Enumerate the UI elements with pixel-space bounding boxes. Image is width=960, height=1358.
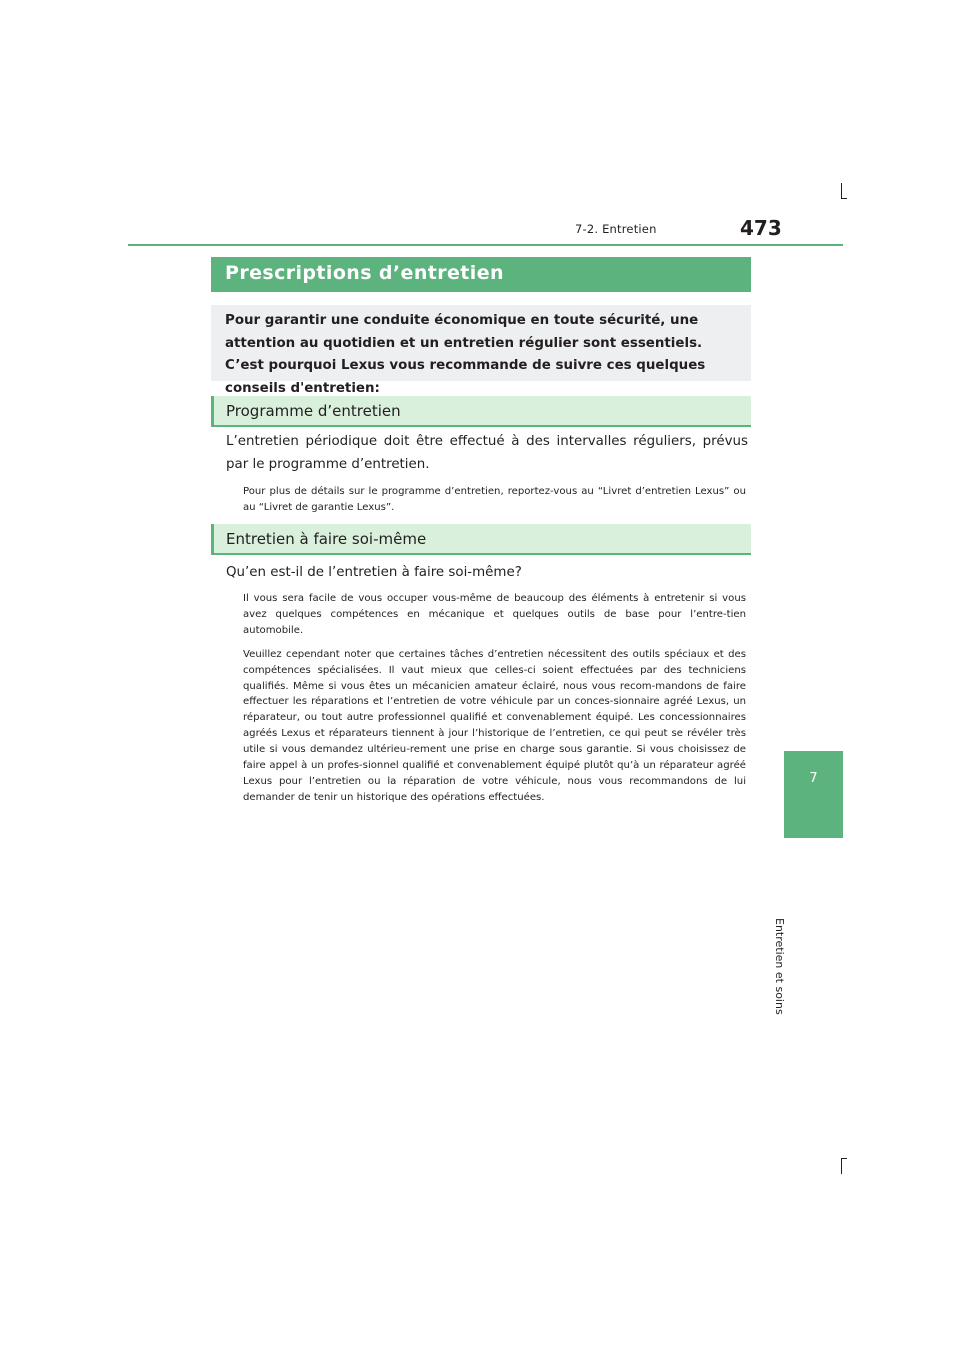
- subheading-programme: Programme d’entretien: [211, 396, 751, 427]
- running-header-section: 7-2. Entretien: [575, 222, 657, 236]
- crop-mark-bottom-foot: [841, 1158, 847, 1159]
- note-paragraph: Pour plus de détails sur le programme d’entretien, reportez-vous au “Livret d’entretien Lexus” ou au “Livret de garantie Lexus”.: [243, 486, 746, 513]
- chapter-number: 7: [809, 771, 818, 786]
- crop-mark-top: [841, 183, 842, 199]
- body-paragraph-programme: L’entretien périodique doit être effectué à des intervalles réguliers, prévus par le programme d’entretien.: [226, 434, 748, 472]
- page-title: Prescriptions d’entretien: [211, 257, 751, 292]
- crop-mark-top-foot: [841, 198, 847, 199]
- subheading-soi-meme: Entretien à faire soi-même: [211, 524, 751, 555]
- chapter-tab: [784, 751, 843, 838]
- chapter-side-label: Entretien et soins: [773, 918, 786, 1015]
- body-paragraph-soi-meme: Qu’en est-il de l’entretien à faire soi-même?: [226, 565, 522, 580]
- crop-mark-bottom: [841, 1158, 842, 1174]
- page-number: 473: [740, 216, 782, 240]
- note-paragraph: Il vous sera facile de vous occuper vous-même de beaucoup des éléments à entretenir si vous avez quelques compétences en mécanique et quelques outils de base pour l’entre-tien automobile.: [243, 593, 746, 636]
- intro-text: Pour garantir une conduite économique en toute sécurité, une attention au quotidien et un entretien régulier sont essentiels. C’est pourquoi Lexus vous recommande de suivre ces quelques conseils d'entretien:: [225, 313, 706, 396]
- header-rule: [128, 244, 843, 246]
- note-paragraph: Veuillez cependant noter que certaines tâches d’entretien nécessitent des outils spéciaux et des compétences spécialisées. Il vaut mieux que celles-ci soient effectuées par des techniciens qualifiés. Même si vous êtes un mécanicien amateur éclairé, nous vous recom-mandons de faire effectuer les réparations et l’entretien de votre véhicule par un conces-sionnaire agréé Lexus, un réparateur, ou tout autre professionnel qualifié et convenablement équipé. Les concessionnaires agréés Lexus et réparateurs tiennent à jour l’historique de l’entretien, ce qui peut se révéler très utile si vous demandez ultérieu-rement une prise en charge sous garantie. Si vous choisissez de faire appel à un profes-sionnel qualifié et convenablement équipé plutôt qu’à un réparateur agréé Lexus pour l’entretien ou la réparation de votre véhicule, nous vous recommandons de lui demander de tenir un historique des opérations effectuées.: [243, 648, 746, 803]
- intro-box: [211, 305, 751, 396]
- note-programme: [243, 484, 746, 524]
- notes-soi-meme: [243, 591, 746, 814]
